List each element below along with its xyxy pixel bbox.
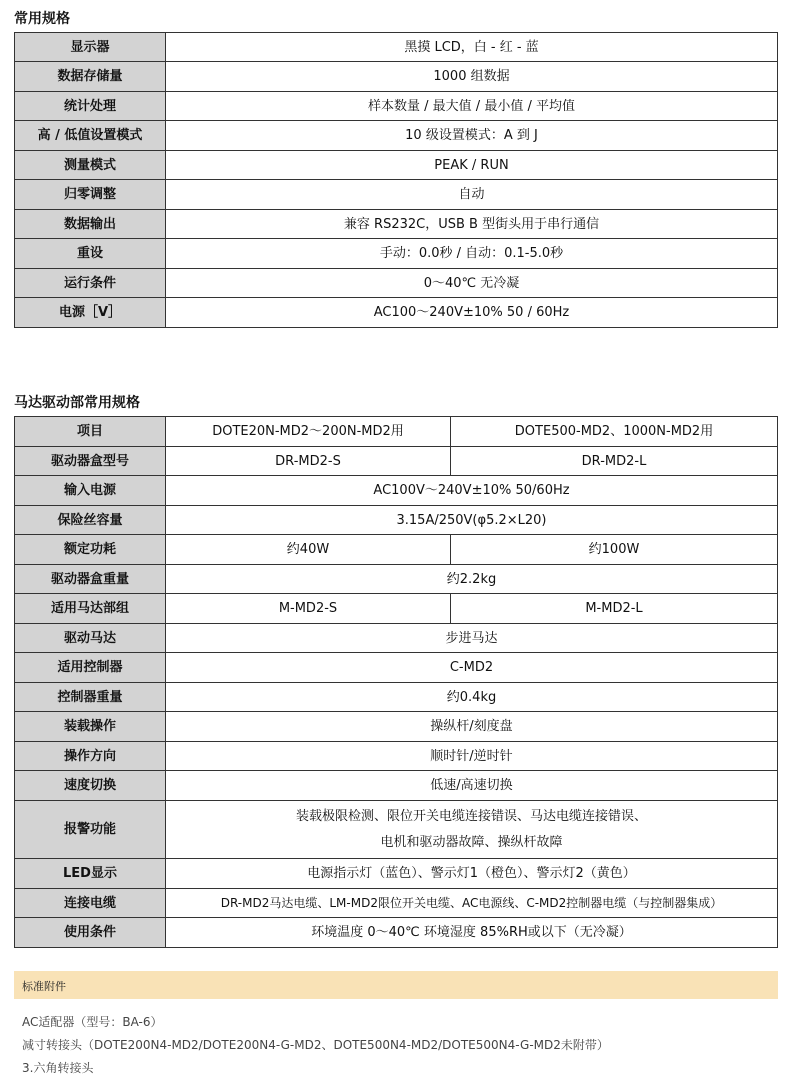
row-label: 操作方向	[15, 742, 166, 771]
table-row	[15, 447, 778, 476]
row-value: 约2.2kg	[166, 565, 778, 594]
accessories-title: 标准附件	[22, 980, 66, 993]
row-value-b: M-MD2-L	[451, 594, 778, 624]
row-label: 驱动马达	[15, 624, 166, 653]
row-label: 控制器重量	[15, 683, 166, 712]
row-value: 步进马达	[166, 624, 778, 653]
table-row	[15, 712, 778, 742]
table-row	[15, 180, 778, 210]
row-label: 装载操作	[15, 712, 166, 742]
row-label: 测量模式	[15, 151, 166, 180]
table-row	[15, 889, 778, 918]
row-value-b: DOTE500-MD2、1000N-MD2用	[451, 417, 778, 447]
table-row	[15, 151, 778, 180]
row-label: 高 / 低值设置模式	[15, 121, 166, 151]
row-value: PEAK / RUN	[166, 151, 778, 180]
row-label: 额定功耗	[15, 535, 166, 565]
row-value-b: DR-MD2-L	[451, 447, 778, 476]
row-label: 报警功能	[15, 801, 166, 859]
row-value: 黑摸 LCD，白 - 红 - 蓝	[166, 33, 778, 62]
row-value: 自动	[166, 180, 778, 210]
row-value: 环境温度 0～40℃ 环境湿度 85%RH或以下（无冷凝）	[166, 918, 778, 948]
section1-title: 常用规格	[14, 11, 70, 27]
table-row	[15, 33, 778, 62]
table-row	[15, 62, 778, 92]
table-row	[15, 535, 778, 565]
row-value-line: 装载极限检测、限位开关电缆连接错误、马达电缆连接错误、	[295, 808, 647, 824]
table-row	[15, 742, 778, 771]
row-label: 使用条件	[15, 918, 166, 948]
row-label: 连接电缆	[15, 889, 166, 918]
row-value-a: DOTE20N-MD2～200N-MD2用	[166, 417, 451, 447]
table-row	[15, 683, 778, 712]
row-value-a: DR-MD2-S	[166, 447, 451, 476]
table-row	[15, 298, 778, 328]
row-value: C-MD2	[166, 653, 778, 683]
row-label: 速度切换	[15, 771, 166, 801]
row-value: 0～40℃ 无冷凝	[166, 269, 778, 298]
table-row	[15, 417, 778, 447]
row-label: 项目	[15, 417, 166, 447]
row-value: DR-MD2马达电缆、LM-MD2限位开关电缆、AC电源线、C-MD2控制器电缆（与控制器集成）	[166, 889, 778, 918]
row-label: 保险丝容量	[15, 506, 166, 535]
row-value: 10 级设置模式：A 到 J	[166, 121, 778, 151]
row-label: 数据存储量	[15, 62, 166, 92]
general-spec-table	[14, 32, 778, 328]
table-row	[15, 121, 778, 151]
row-value-line: 电机和驱动器故障、操纵杆故障	[380, 834, 563, 850]
row-label: 适用控制器	[15, 653, 166, 683]
table-row	[15, 565, 778, 594]
row-value: AC100～240V±10% 50 / 60Hz	[166, 298, 778, 328]
row-value: 3.15A/250V(φ5.2×L20)	[166, 506, 778, 535]
row-label: 归零调整	[15, 180, 166, 210]
table-row	[15, 476, 778, 506]
row-label: 适用马达部组	[15, 594, 166, 624]
table-row	[15, 594, 778, 624]
table-row	[15, 859, 778, 889]
accessories-header	[14, 971, 778, 999]
row-label: 显示器	[15, 33, 166, 62]
table-row	[15, 771, 778, 801]
row-label: 数据输出	[15, 210, 166, 239]
row-label: 电源［V］	[15, 298, 166, 328]
row-value: AC100V～240V±10% 50/60Hz	[166, 476, 778, 506]
row-label: LED显示	[15, 859, 166, 889]
row-value: 顺时针/逆时针	[166, 742, 778, 771]
table-row	[15, 801, 778, 859]
row-value-b: 约100W	[451, 535, 778, 565]
accessory-item: 3.六角转接头	[22, 1061, 94, 1075]
row-label: 输入电源	[15, 476, 166, 506]
table-row	[15, 269, 778, 298]
table-row	[15, 624, 778, 653]
section2-title: 马达驱动部常用规格	[14, 395, 140, 411]
table-row	[15, 239, 778, 269]
row-value: 约0.4kg	[166, 683, 778, 712]
row-value-a: M-MD2-S	[166, 594, 451, 624]
row-label: 驱动器盒重量	[15, 565, 166, 594]
row-label: 重设	[15, 239, 166, 269]
row-value: 1000 组数据	[166, 62, 778, 92]
table-row	[15, 653, 778, 683]
row-label: 驱动器盒型号	[15, 447, 166, 476]
row-value: 操纵杆/刻度盘	[166, 712, 778, 742]
row-value-a: 约40W	[166, 535, 451, 565]
row-value	[166, 801, 778, 859]
row-value: 电源指示灯（蓝色）、警示灯1（橙色）、警示灯2（黄色）	[166, 859, 778, 889]
row-value: 样本数量 / 最大值 / 最小值 / 平均值	[166, 92, 778, 121]
table-row	[15, 92, 778, 121]
table-row	[15, 506, 778, 535]
accessory-item: AC适配器（型号：BA-6）	[22, 1015, 163, 1029]
accessory-item: 减寸转接头（DOTE200N4-MD2/DOTE200N4-G-MD2、DOTE500N4-MD2/DOTE500N4-G-MD2未附带）	[22, 1038, 609, 1052]
row-label: 运行条件	[15, 269, 166, 298]
motor-drive-spec-table	[14, 416, 778, 948]
table-row	[15, 918, 778, 948]
row-value: 兼容 RS232C，USB B 型街头用于串行通信	[166, 210, 778, 239]
row-value: 手动：0.0秒 / 自动：0.1-5.0秒	[166, 239, 778, 269]
row-label: 统计处理	[15, 92, 166, 121]
row-value: 低速/高速切换	[166, 771, 778, 801]
table-row	[15, 210, 778, 239]
